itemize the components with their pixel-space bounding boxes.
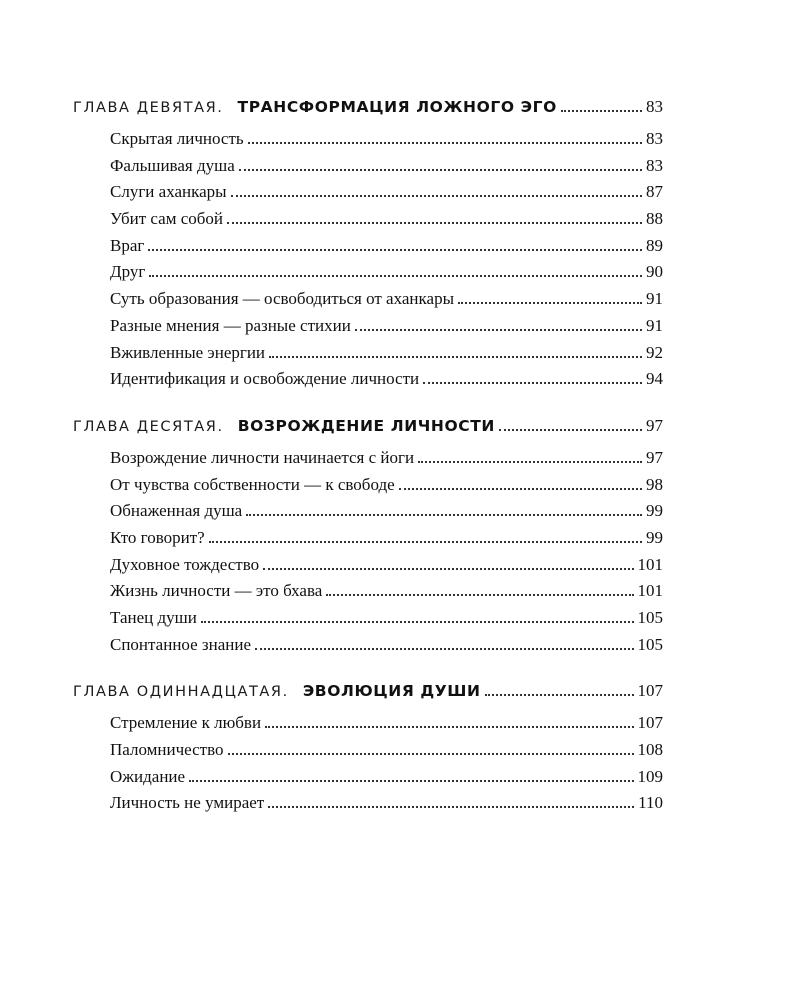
dot-leader: [418, 461, 642, 463]
entry-title: Обнаженная душа: [110, 501, 243, 521]
entry-title: Разные мнения — разные стихии: [110, 315, 351, 335]
dot-leader: [189, 780, 633, 782]
entry-title: Слуги аханкары: [110, 182, 227, 202]
chapter-page-number: 97: [646, 415, 663, 435]
dot-leader: [561, 110, 642, 112]
entry-page-number: 97: [646, 447, 663, 467]
entry-title: Ожидание: [110, 766, 186, 786]
dot-leader: [485, 694, 634, 696]
toc-entry[interactable]: [110, 448, 663, 475]
chapter-heading[interactable]: [73, 416, 663, 442]
entry-title: Спонтанное знание: [110, 634, 252, 654]
chapter-page-number: 83: [646, 97, 663, 116]
entry-page-number: 90: [646, 262, 663, 282]
entry-page-number: 99: [646, 501, 663, 521]
chapter-section: [73, 97, 663, 396]
chapter-title: ВОЗРОЖДЕНИЕ ЛИЧНОСТИ: [237, 416, 495, 435]
dot-leader: [265, 726, 633, 728]
toc-entry[interactable]: [110, 236, 663, 263]
toc-entry[interactable]: [110, 343, 663, 370]
chapter-title: ЭВОЛЮЦИЯ ДУШИ: [302, 682, 481, 701]
dot-leader: [423, 382, 642, 384]
entry-title: Убит сам собой: [110, 209, 223, 229]
toc-entry[interactable]: [110, 581, 663, 608]
dot-leader: [255, 648, 633, 650]
dot-leader: [269, 356, 642, 358]
entry-title: Духовное тождество: [110, 554, 260, 574]
dot-leader: [209, 541, 642, 543]
toc-entry[interactable]: [110, 369, 663, 396]
entry-title: Возрождение личности начинается с йоги: [110, 447, 415, 467]
entry-page-number: 105: [637, 608, 663, 627]
dot-leader: [326, 594, 633, 596]
chapter-label: ГЛАВА ДЕСЯТАЯ.: [73, 418, 224, 435]
entry-title: Идентификация и освобождение личности: [110, 369, 420, 389]
entry-page-number: 87: [646, 182, 663, 202]
toc-entry[interactable]: [110, 501, 663, 528]
entry-title: Враг: [110, 235, 145, 255]
entry-title: Личность не умирает: [110, 793, 265, 813]
entry-page-number: 98: [646, 474, 663, 494]
entry-title: Паломничество: [110, 740, 224, 760]
dot-leader: [228, 753, 634, 755]
section-list: [73, 713, 663, 820]
entry-page-number: 110: [638, 793, 663, 813]
toc-entry[interactable]: [110, 156, 663, 183]
chapter-page-number: 107: [637, 681, 663, 701]
dot-leader: [231, 195, 642, 197]
entry-title: Жизнь личности — это бхава: [110, 581, 323, 601]
dot-leader: [227, 222, 642, 224]
chapter-title: ТРАНСФОРМАЦИЯ ЛОЖНОГО ЭГО: [237, 98, 557, 116]
entry-title: Фальшивая душа: [110, 155, 235, 175]
toc-entry[interactable]: [110, 555, 663, 582]
entry-title: Суть образования — освободиться от аханкары: [110, 289, 454, 309]
entry-page-number: 108: [637, 740, 663, 760]
toc-entry[interactable]: [110, 713, 663, 740]
toc-entry[interactable]: [110, 635, 663, 662]
toc-entry[interactable]: [110, 475, 663, 502]
dot-leader: [149, 275, 642, 277]
entry-title: Скрытая личность: [110, 129, 244, 148]
toc-entry[interactable]: [110, 793, 663, 820]
toc-entry[interactable]: [110, 608, 663, 635]
toc-entry[interactable]: [110, 182, 663, 209]
entry-title: От чувства собственности — к свободе: [110, 474, 395, 494]
toc-entry[interactable]: [110, 767, 663, 794]
toc-entry[interactable]: [110, 289, 663, 316]
dot-leader: [263, 568, 633, 570]
table-of-contents: [73, 97, 663, 840]
toc-entry[interactable]: [110, 209, 663, 236]
entry-page-number: 83: [646, 129, 663, 148]
toc-entry[interactable]: [110, 528, 663, 555]
entry-page-number: 99: [646, 527, 663, 547]
entry-page-number: 91: [646, 289, 663, 309]
dot-leader: [499, 429, 642, 431]
entry-title: Стремление к любви: [110, 713, 262, 733]
entry-page-number: 109: [637, 766, 663, 786]
chapter-label: ГЛАВА ДЕВЯТАЯ.: [73, 100, 224, 116]
dot-leader: [399, 488, 642, 490]
entry-page-number: 83: [646, 155, 663, 175]
toc-entry[interactable]: [110, 316, 663, 343]
toc-entry[interactable]: [110, 129, 663, 156]
dot-leader: [201, 621, 634, 623]
dot-leader: [239, 169, 642, 171]
chapter-heading[interactable]: [73, 97, 663, 123]
entry-page-number: 101: [637, 581, 663, 601]
section-list: [73, 448, 663, 662]
entry-page-number: 101: [637, 554, 663, 574]
dot-leader: [458, 302, 642, 304]
section-list: [73, 129, 663, 396]
dot-leader: [355, 329, 642, 331]
chapter-label: ГЛАВА ОДИННАДЦАТАЯ.: [73, 684, 289, 701]
entry-page-number: 91: [646, 315, 663, 335]
entry-page-number: 88: [646, 209, 663, 229]
entry-page-number: 92: [646, 342, 663, 362]
entry-page-number: 94: [646, 369, 663, 389]
entry-page-number: 89: [646, 235, 663, 255]
dot-leader: [268, 806, 634, 808]
dot-leader: [248, 142, 642, 144]
entry-page-number: 105: [637, 634, 663, 654]
chapter-section: [73, 681, 663, 820]
dot-leader: [246, 514, 642, 516]
chapter-section: [73, 416, 663, 662]
toc-entry[interactable]: [110, 740, 663, 767]
entry-title: Танец души: [110, 608, 197, 627]
entry-title: Кто говорит?: [110, 527, 205, 547]
toc-entry[interactable]: [110, 262, 663, 289]
entry-title: Вживленные энергии: [110, 342, 266, 362]
chapter-heading[interactable]: [73, 681, 663, 707]
dot-leader: [148, 249, 642, 251]
entry-title: Друг: [110, 262, 146, 282]
entry-page-number: 107: [637, 713, 663, 733]
